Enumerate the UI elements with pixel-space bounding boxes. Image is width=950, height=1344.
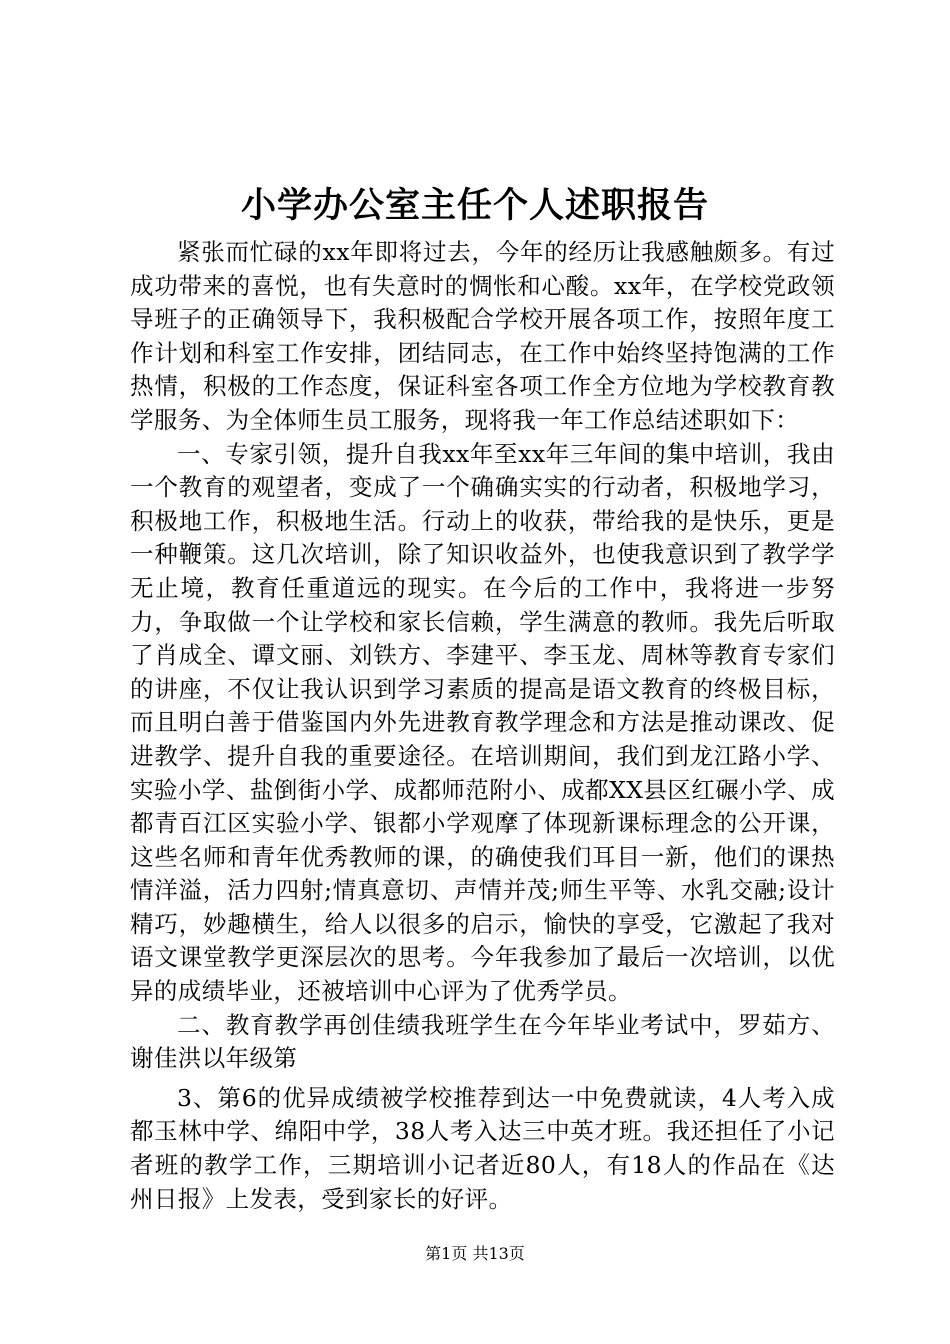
paragraph-section-one: 一、专家引领，提升自我xx年至xx年三年间的集中培训，我由一个教育的观望者，变成了一个确确实实的行动者，积极地学习，积极地工作，积极地生活。行动上的收获，带给我的是快乐，更是一种鞭策。这几次培训，除了知识收益外，也使我意识到了教学学无止境，教育任重道远的现实。在今后的工作中，我将进一步努力，争取做一个让学校和家长信赖，学生满意的教师。我先后听取了肖成全、谭文丽、刘铁方、李建平、李玉龙、周林等教育专家们的讲座，不仅让我认识到学习素质的提高是语文教育的终极目标，而且明白善于借鉴国内外先进教育教学理念和方法是推动课改、促进教学、提升自我的重要途径。在培训期间，我们到龙江路小学、实验小学、盐倒街小学、成都师范附小、成都XX县区红碾小学、成都青百江区实验小学、银都小学观摩了体现新课标理念的公开课，这些名师和青年优秀教师的课，的确使我们耳目一新，他们的课热情洋溢，活力四射;情真意切、声情并茂;师生平等、水乳交融;设计精巧，妙趣横生，给人以很多的启示，愉快的享受，它激起了我对语文课堂教学更深层次的思考。今年我参加了最后一次培训，以优异的成绩毕业，还被培训中心评为了优秀学员。 [130, 439, 835, 1006]
page-number-footer: 第1页 共13页 [425, 1244, 525, 1263]
paragraph-section-two: 二、教育教学再创佳绩我班学生在今年毕业考试中，罗茹方、谢佳洪以年级第 [130, 1010, 835, 1073]
paragraph-intro: 紧张而忙碌的xx年即将过去，今年的经历让我感触颇多。有过成功带来的喜悦，也有失意时的惆怅和心酸。xx年，在学校党政领导班子的正确领导下，我积极配合学校开展各项工作，按照年度工作计划和科室工作安排，团结同志，在工作中始终坚持饱满的工作热情，积极的工作态度，保证科室各项工作全方位地为学校教育教学服务、为全体师生员工服务，现将我一年工作总结述职如下： [130, 238, 835, 434]
document-body [130, 236, 835, 1216]
paragraph-section-two-continued: 3、第6的优异成绩被学校推荐到达一中免费就读，4人考入成都玉林中学、绵阳中学，38人考入达三中英才班。我还担任了小记者班的教学工作，三期培训小记者近80人，有18人的作品在《达州日报》上发表，受到家长的好评。 [130, 1083, 835, 1213]
document-title: 小学办公室主任个人述职报告 [240, 185, 709, 226]
